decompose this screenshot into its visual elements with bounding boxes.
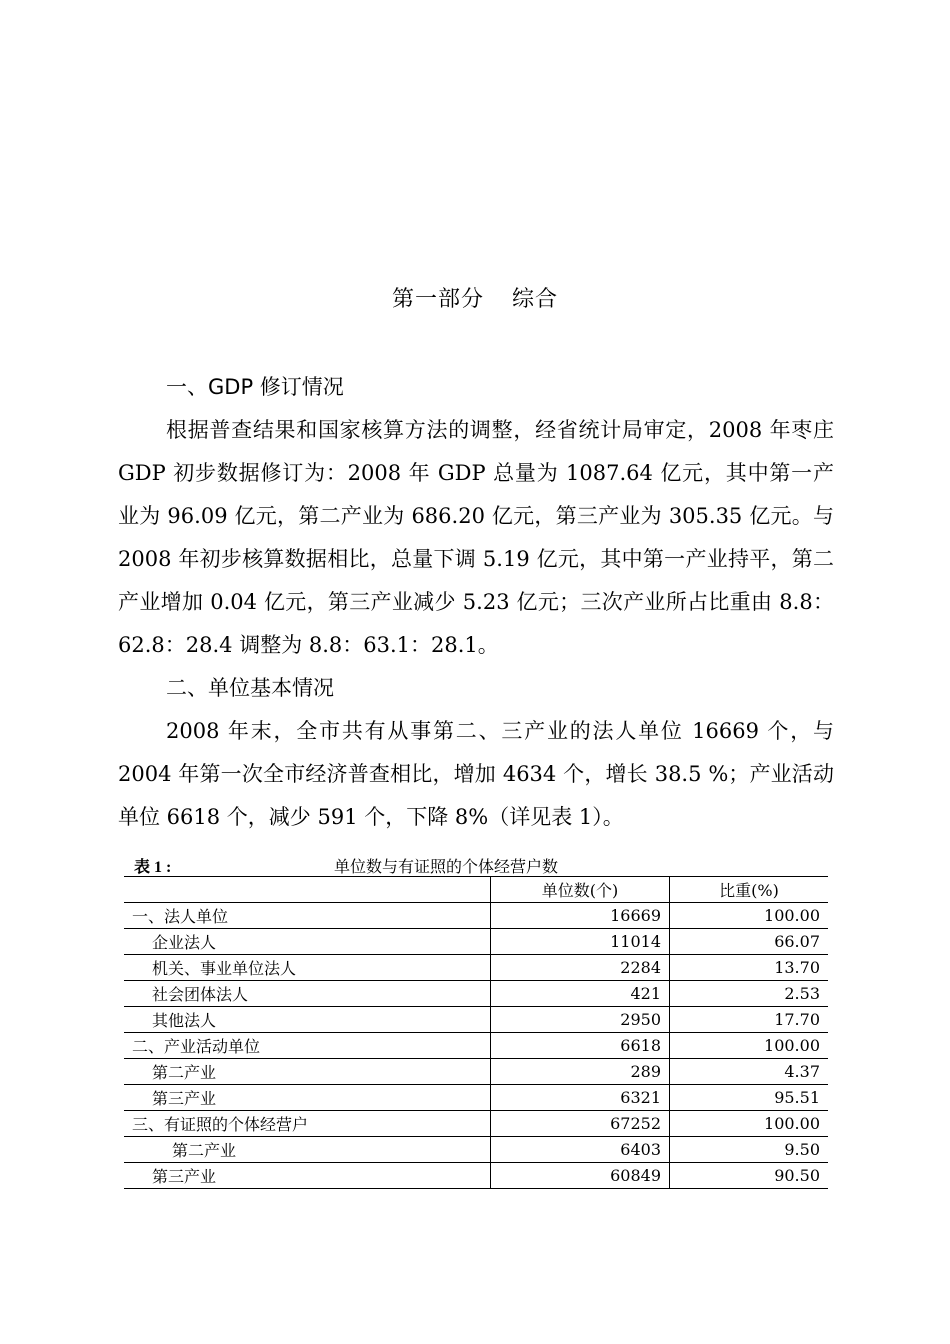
row-count: 60849 xyxy=(491,1163,670,1189)
table-title: 单位数与有证照的个体经营户数 xyxy=(334,857,559,876)
table-row xyxy=(124,1137,828,1163)
row-pct: 9.50 xyxy=(670,1137,829,1163)
row-name: 社会团体法人 xyxy=(124,981,491,1007)
row-pct: 4.37 xyxy=(670,1059,829,1085)
row-pct: 95.51 xyxy=(670,1085,829,1111)
row-name: 第二产业 xyxy=(124,1137,491,1163)
table-caption xyxy=(124,852,828,876)
table-row xyxy=(124,903,828,929)
table1 xyxy=(124,852,828,1189)
row-count: 2950 xyxy=(491,1007,670,1033)
header-pct: 比重(%) xyxy=(670,877,829,903)
row-count: 421 xyxy=(491,981,670,1007)
row-pct: 66.07 xyxy=(670,929,829,955)
title-name: 综合 xyxy=(512,287,559,312)
table-row xyxy=(124,955,828,981)
table-header-row xyxy=(124,877,828,903)
row-count: 6403 xyxy=(491,1137,670,1163)
data-table xyxy=(124,876,828,1189)
row-pct: 2.53 xyxy=(670,981,829,1007)
header-count: 单位数(个) xyxy=(491,877,670,903)
section1-paragraph: 根据普查结果和国家核算方法的调整，经省统计局审定，2008 年枣庄 GDP 初步数据修订为：2008 年 GDP 总量为 1087.64 亿元，其中第一产业为 96.09 亿元，第二产业为 686.20 亿元，第三产业为 305.35 亿元。与 2008 年初步核算数据相比，总量下调 5.19 亿元，其中第一产业持平，第二产业增加 0.04 亿元，第三产业减少 5.23 亿元；三次产业所占比重由 8.8：62.8：28.4 调整为 8.8：63.1：28.1。 xyxy=(118,418,834,657)
row-count: 6321 xyxy=(491,1085,670,1111)
row-count: 289 xyxy=(491,1059,670,1085)
row-name: 第二产业 xyxy=(124,1059,491,1085)
table-row xyxy=(124,1085,828,1111)
page-title xyxy=(0,282,950,313)
header-name xyxy=(124,877,491,903)
row-name: 其他法人 xyxy=(124,1007,491,1033)
row-count: 2284 xyxy=(491,955,670,981)
row-name: 第三产业 xyxy=(124,1085,491,1111)
section1-heading: 一、GDP 修订情况 xyxy=(166,375,344,399)
row-count: 6618 xyxy=(491,1033,670,1059)
row-count: 11014 xyxy=(491,929,670,955)
row-name: 机关、事业单位法人 xyxy=(124,955,491,981)
table-row xyxy=(124,1163,828,1189)
row-count: 16669 xyxy=(491,903,670,929)
row-pct: 100.00 xyxy=(670,1111,829,1137)
table-row xyxy=(124,1111,828,1137)
table-row xyxy=(124,1007,828,1033)
section2-paragraph: 2008 年末，全市共有从事第二、三产业的法人单位 16669 个，与 2004 年第一次全市经济普查相比，增加 4634 个，增长 38.5 %；产业活动单位 6618 个，减少 591 个，下降 8%（详见表 1）。 xyxy=(118,719,834,829)
row-pct: 100.00 xyxy=(670,1033,829,1059)
row-pct: 100.00 xyxy=(670,903,829,929)
row-name: 一、法人单位 xyxy=(124,903,491,929)
row-name: 二、产业活动单位 xyxy=(124,1033,491,1059)
table-label: 表 1 : xyxy=(134,859,172,876)
row-name: 第三产业 xyxy=(124,1163,491,1189)
row-name: 企业法人 xyxy=(124,929,491,955)
table-row xyxy=(124,1033,828,1059)
table-row xyxy=(124,929,828,955)
table-row xyxy=(124,1059,828,1085)
row-count: 67252 xyxy=(491,1111,670,1137)
table-row xyxy=(124,981,828,1007)
section2-heading: 二、单位基本情况 xyxy=(166,676,334,700)
title-part: 第一部分 xyxy=(391,287,484,312)
row-pct: 90.50 xyxy=(670,1163,829,1189)
row-pct: 13.70 xyxy=(670,955,829,981)
row-pct: 17.70 xyxy=(670,1007,829,1033)
document-body xyxy=(118,366,834,839)
row-name: 三、有证照的个体经营户 xyxy=(124,1111,491,1137)
